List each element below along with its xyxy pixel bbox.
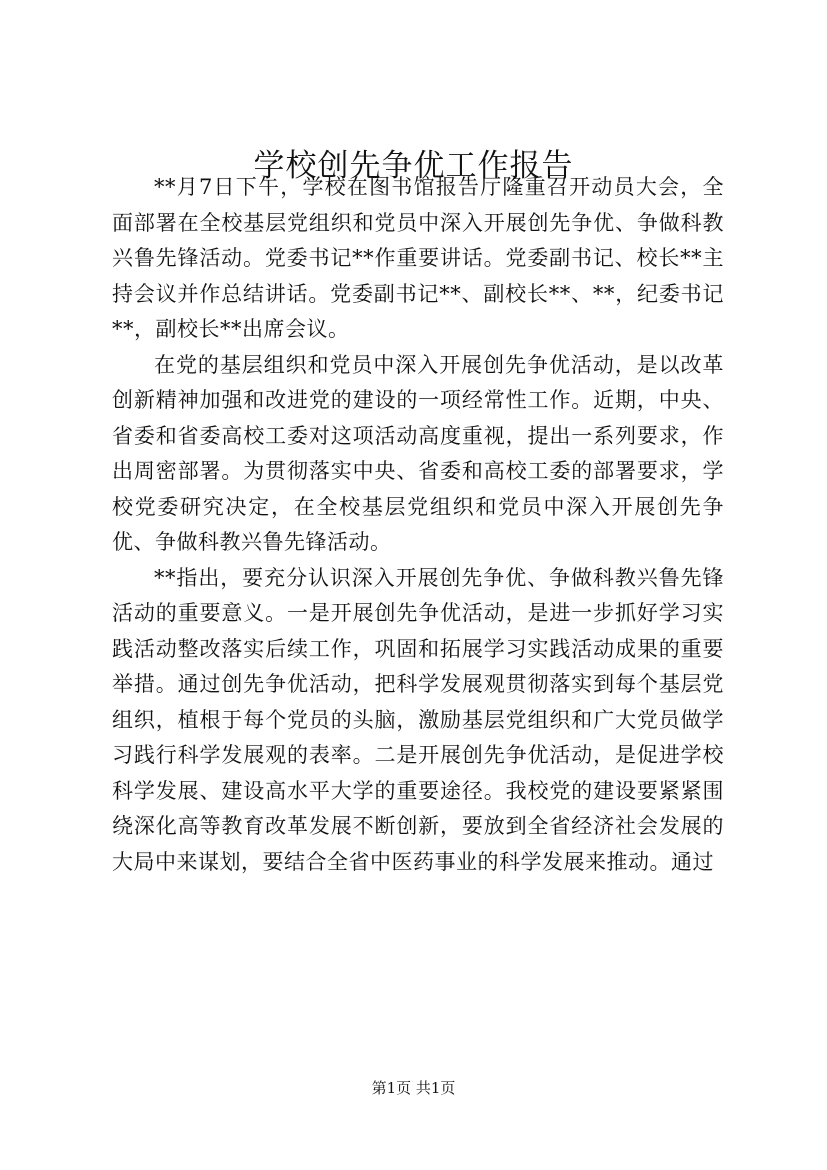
paragraph-3: **指出，要充分认识深入开展创先争优、争做科教兴鲁先锋活动的重要意义。一是开展创先争优活动，是进一步抓好学习实践活动整改落实后续工作，巩固和拓展学习实践活动成果的重要举措。通过创先争优活动，把科学发展观贯彻落实到每个基层党组织，植根于每个党员的头脑，激励基层党组织和广大党员做学习践行科学发展观的表率。二是开展创先争优活动，是促进学校科学发展、建设高水平大学的重要途径。我校党的建设要紧紧围绕深化高等教育改革发展不断创新，要放到全省经济社会发展的大局中来谋划，要结合全省中医药事业的科学发展来推动。通过: [112, 565, 724, 874]
paragraph-2: 在党的基层组织和党员中深入开展创先争优活动，是以改革创新精神加强和改进党的建设的一项经常性工作。近期，中央、省委和省委高校工委对这项活动高度重视，提出一系列要求，作出周密部署。为贯彻落实中央、省委和高校工委的部署要求，学校党委研究决定，在全校基层党组织和党员中深入开展创先争优、争做科教兴鲁先锋活动。: [112, 352, 724, 554]
document-body: [112, 170, 724, 880]
paragraph-1: **月7日下午，学校在图书馆报告厅隆重召开动员大会，全面部署在全校基层党组织和党员中深入开展创先争优、争做科教兴鲁先锋活动。党委书记**作重要讲话。党委副书记、校长**主持会议并作总结讲话。党委副书记**、副校长**、**，纪委书记**，副校长**出席会议。: [112, 175, 724, 341]
page-number-footer: 第1页 共1页: [371, 1079, 456, 1097]
document-title: 学校创先争优工作报告: [253, 148, 574, 184]
